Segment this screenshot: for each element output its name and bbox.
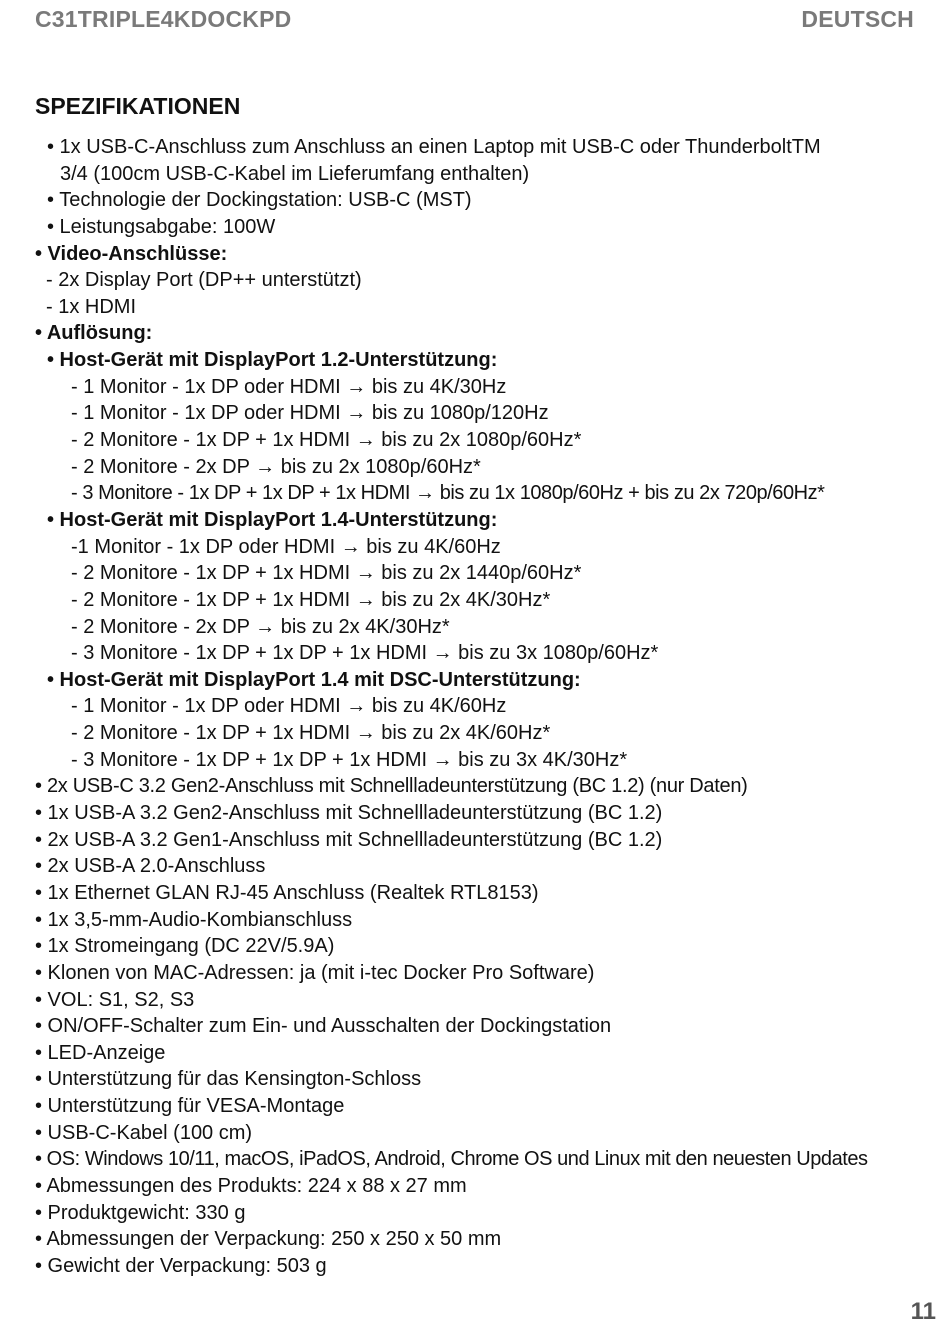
spec-line-os: • OS: Windows 10/11, macOS, iPadOS, Android, Chrome OS und Linux mit den neuesten Updates — [35, 1148, 868, 1171]
spec-line-usbc-ports: • 2x USB-C 3.2 Gen2-Anschluss mit Schnellladeunterstützung (BC 1.2) (nur Daten) — [35, 775, 748, 798]
spec-line-dp12-item: - 3 Monitore - 1x DP + 1x DP + 1x HDMI → bis zu 1x 1080p/60Hz + bis zu 2x 720p/60Hz* — [71, 482, 825, 505]
spec-line-led: • LED-Anzeige — [35, 1041, 166, 1064]
spec-line-kensington: • Unterstützung für das Kensington-Schloss — [35, 1068, 422, 1091]
section-title: SPEZIFIKATIONEN — [35, 93, 241, 119]
language-header: DEUTSCH — [801, 6, 914, 32]
spec-line-dp14-dsc-item: - 2 Monitore - 1x DP + 1x HDMI → bis zu 2x 4K/60Hz* — [71, 722, 551, 745]
spec-line-dp14-item: -1 Monitor - 1x DP oder HDMI → bis zu 4K/60Hz — [71, 535, 501, 558]
spec-line-vol: • VOL: S1, S2, S3 — [35, 988, 195, 1011]
spec-line-dp12-item: - 2 Monitore - 1x DP + 1x HDMI → bis zu 2x 1080p/60Hz* — [71, 429, 582, 452]
page-number: 11 — [910, 1298, 936, 1325]
spec-line-dp14-item: - 2 Monitore - 1x DP + 1x HDMI → bis zu 2x 4K/30Hz* — [71, 588, 551, 611]
spec-list — [0, 134, 950, 1280]
spec-line-product-weight: • Produktgewicht: 330 g — [35, 1201, 246, 1224]
spec-line-dp14-item: - 2 Monitore - 2x DP → bis zu 2x 4K/30Hz* — [71, 615, 450, 638]
spec-line-dp12-item: - 1 Monitor - 1x DP oder HDMI → bis zu 1080p/120Hz — [71, 402, 549, 425]
spec-line-video-ports-heading: • Video-Anschlüsse: — [35, 242, 228, 265]
spec-line-technology: • Technologie der Dockingstation: USB-C (MST) — [47, 189, 472, 212]
spec-line-dp14-item: - 3 Monitore - 1x DP + 1x DP + 1x HDMI → bis zu 3x 1080p/60Hz* — [71, 642, 659, 665]
spec-line-product-dimensions: • Abmessungen des Produkts: 224 x 88 x 27 mm — [35, 1174, 467, 1197]
spec-line-dp14-item: - 2 Monitore - 1x DP + 1x HDMI → bis zu 2x 1440p/60Hz* — [71, 562, 582, 585]
spec-line-audio: • 1x 3,5-mm-Audio-Kombianschluss — [35, 908, 353, 931]
spec-line-onoff-switch: • ON/OFF-Schalter zum Ein- und Ausschalten der Dockingstation — [35, 1015, 612, 1038]
spec-line-dp14-heading: • Host-Gerät mit DisplayPort 1.4-Unterstützung: — [47, 508, 498, 531]
spec-line-dp12-item: - 2 Monitore - 2x DP → bis zu 2x 1080p/60Hz* — [71, 455, 481, 478]
spec-line-usbc-cable: • USB-C-Kabel (100 cm) — [35, 1121, 253, 1144]
spec-line-video-hdmi: - 1x HDMI — [46, 295, 136, 318]
spec-line-mac-cloning: • Klonen von MAC-Adressen: ja (mit i-tec Docker Pro Software) — [35, 961, 595, 984]
spec-line-dp12-item: - 1 Monitor - 1x DP oder HDMI → bis zu 4K/30Hz — [71, 375, 507, 398]
spec-line-dp14-dsc-item: - 3 Monitore - 1x DP + 1x DP + 1x HDMI → bis zu 3x 4K/30Hz* — [71, 748, 628, 771]
spec-line-ethernet: • 1x Ethernet GLAN RJ-45 Anschluss (Realtek RTL8153) — [35, 881, 539, 904]
spec-line-usba-20: • 2x USB-A 2.0-Anschluss — [35, 855, 266, 878]
spec-line-usba-gen2: • 1x USB-A 3.2 Gen2-Anschluss mit Schnellladeunterstützung (BC 1.2) — [35, 802, 663, 825]
spec-line-usba-gen1: • 2x USB-A 3.2 Gen1-Anschluss mit Schnellladeunterstützung (BC 1.2) — [35, 828, 663, 851]
spec-line-dp12-heading: • Host-Gerät mit DisplayPort 1.2-Unterstützung: — [47, 349, 498, 372]
spec-line-video-dp: - 2x Display Port (DP++ unterstützt) — [46, 269, 362, 292]
spec-line-vesa: • Unterstützung für VESA-Montage — [35, 1095, 345, 1118]
spec-line-package-weight: • Gewicht der Verpackung: 503 g — [35, 1254, 327, 1277]
spec-line-dp14-dsc-item: - 1 Monitor - 1x DP oder HDMI → bis zu 4K/60Hz — [71, 695, 507, 718]
spec-line-host-connection: • 1x USB-C-Anschluss zum Anschluss an einen Laptop mit USB-C oder ThunderboltTM — [47, 136, 821, 158]
spec-line-host-connection-cont: 3/4 (100cm USB-C-Kabel im Lieferumfang enthalten) — [60, 162, 530, 185]
spec-line-power-input: • 1x Stromeingang (DC 22V/5.9A) — [35, 935, 335, 958]
spec-line-resolution-heading: • Auflösung: — [35, 322, 153, 345]
spec-line-dp14-dsc-heading: • Host-Gerät mit DisplayPort 1.4 mit DSC-Unterstützung: — [47, 668, 581, 691]
product-model-header: C31TRIPLE4KDOCKPD — [35, 6, 292, 32]
spec-line-power-delivery: • Leistungsabgabe: 100W — [47, 215, 276, 238]
spec-line-package-dimensions: • Abmessungen der Verpackung: 250 x 250 x 50 mm — [35, 1228, 502, 1251]
